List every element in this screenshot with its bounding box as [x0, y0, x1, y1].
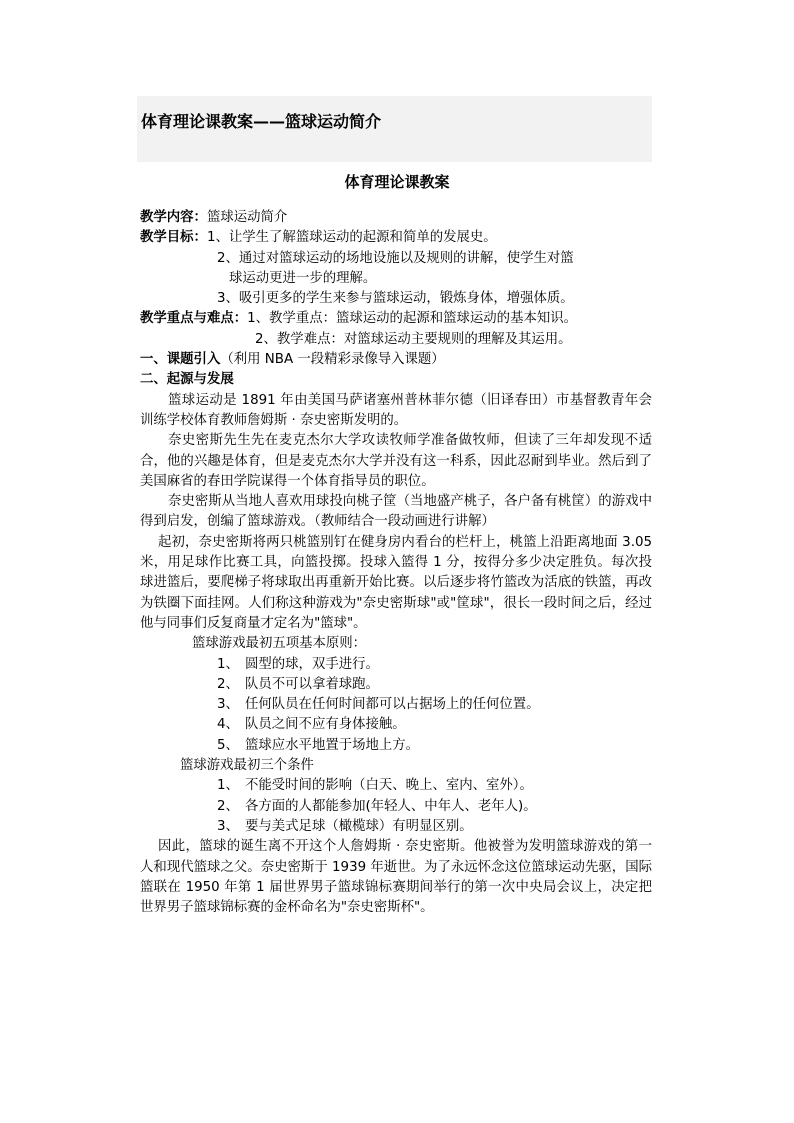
- document-title: 体育理论课教案: [344, 173, 450, 191]
- rule-item: 2、 队员不可以拿着球跑。: [217, 676, 379, 692]
- objective-2-cont: 球运动更进一步的理解。: [229, 270, 377, 286]
- conditions-heading: 篮球游戏最初三个条件: [180, 758, 314, 774]
- condition-item: 2、 各方面的人都能参加(年轻人、中年人、老年人)。: [217, 798, 537, 814]
- header-band: [137, 96, 652, 162]
- teaching-content-label: 教学内容：: [140, 210, 207, 225]
- teaching-content-value: 篮球运动简介: [206, 210, 288, 225]
- rule-item: 5、 篮球应水平地置于场地上方。: [217, 737, 420, 753]
- rule-item: 3、 任何队员在任何时间都可以占据场上的任何位置。: [217, 697, 540, 713]
- section-2-heading: 二、起源与发展: [140, 372, 234, 388]
- condition-item: 1、 不能受时间的影响（白天、晚上、室内、室外）。: [217, 778, 533, 794]
- paragraph-3: 奈史密斯从当地人喜欢用球投向桃子筐（当地盛产桃子，各户备有桃筐）的游戏中得到启发，创编了篮球游戏。（教师结合一段动画进行讲解）: [140, 494, 652, 530]
- teaching-content: [140, 208, 652, 228]
- rule-item: 4、 队员之间不应有身体接触。: [217, 717, 406, 733]
- header-title: 体育理论课教案——篮球运动简介: [141, 112, 382, 131]
- condition-item: 3、 要与美式足球（橄榄球）有明显区别。: [217, 818, 473, 834]
- objective-1: [140, 228, 652, 248]
- paragraph-2: 奈史密斯先生先在麦克杰尔大学攻读牧师学准备做牧师，但读了三年却发现不适合，他的兴趣是体育，但是麦克杰尔大学并没有这一科系，因此忍耐到毕业。然后到了美国麻省的春田学院谋得一个体育指导员的职位。: [140, 433, 652, 489]
- section-1-note: （利用 NBA 一段精彩录像导入课题）: [220, 352, 445, 368]
- rules-heading: 篮球游戏最初五项基本原则：: [192, 636, 367, 652]
- objective-2: 2、通过对篮球运动的场地设施以及规则的讲解，使学生对篮: [217, 250, 574, 266]
- objective-1-text: 1、让学生了解篮球运动的起源和简单的发展史。: [206, 230, 497, 246]
- key-point-1: [140, 309, 652, 329]
- rule-item: 1、 圆型的球，双手进行。: [217, 656, 379, 672]
- key-point-2: 2、教学难点：对篮球运动主要规则的理解及其运用。: [255, 331, 572, 347]
- objectives-label: 教学目标：: [140, 230, 207, 246]
- key-point-1-text: 1、教学重点：篮球运动的起源和篮球运动的基本知识。: [247, 311, 578, 327]
- document-body: [140, 208, 652, 918]
- paragraph-5: 因此，篮球的诞生离不开这个人詹姆斯 · 奈史密斯。他被誉为发明篮球游戏的第一人和现代篮球之父。奈史密斯于 1939 年逝世。为了永远怀念这位篮球运动先驱，国际篮联在 1950 年第 1 届世界男子篮球锦标赛期间举行的第一次中央局会议上，决定把世界男子篮球锦标赛的金杯命名为"奈史密斯杯"。: [140, 839, 652, 916]
- paragraph-4: 起初，奈史密斯将两只桃篮别钉在健身房内看台的栏杆上，桃篮上沿距离地面 3.05 米，用足球作比赛工具，向篮投掷。投球入篮得 1 分，按得分多少决定胜负。每次投球进篮后，要爬梯子将球取出再重新开始比赛。以后逐步将竹篮改为活底的铁篮，再改为铁圈下面挂网。人们称这种游戏为"奈史密斯球"或"筐球"，很长一段时间之后，经过他与同事们反复商量才定名为"篮球"。: [140, 534, 652, 631]
- section-1-heading: 一、课题引入: [140, 352, 221, 368]
- paragraph-1: 篮球运动是 1891 年由美国马萨诸塞州普林菲尔德（旧译春田）市基督教青年会训练学校体育教师詹姆斯 · 奈史密斯发明的。: [140, 392, 652, 428]
- section-1: [140, 350, 652, 370]
- key-points-label: 教学重点与难点：: [140, 311, 248, 327]
- objective-3: 3、吸引更多的学生来参与篮球运动，锻炼身体，增强体质。: [217, 291, 574, 307]
